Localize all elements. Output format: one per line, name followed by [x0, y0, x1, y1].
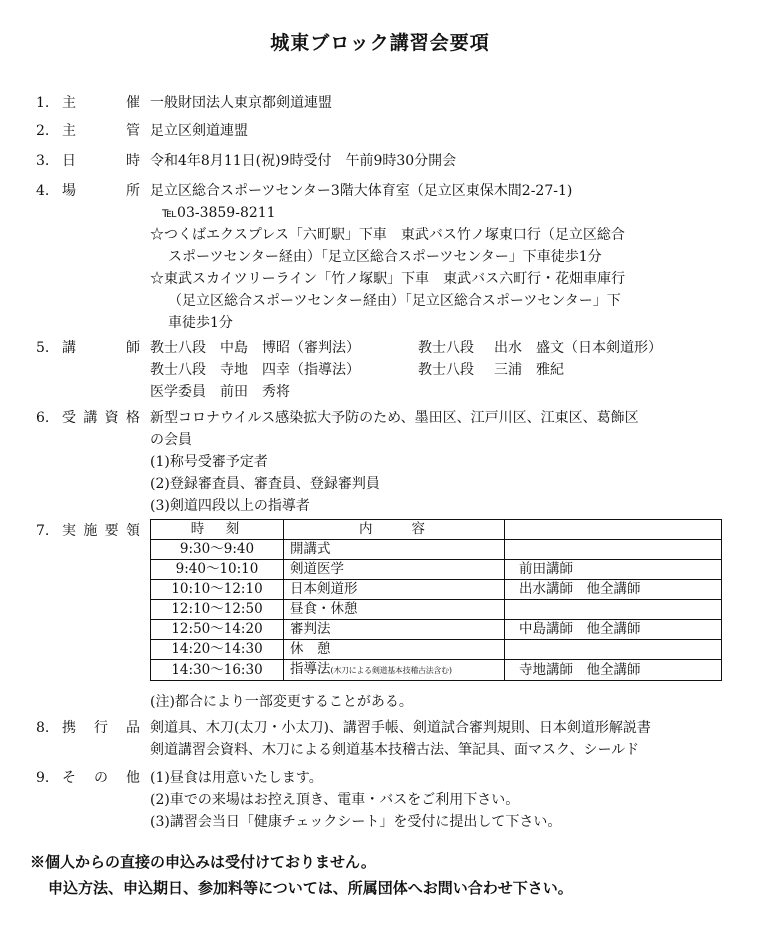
document-title: 城東ブロック講習会要項: [270, 32, 490, 54]
header-content: 内 容: [284, 520, 505, 540]
manager-text: 足立区剣道連盟: [150, 123, 248, 139]
section-label: 携 行 品: [62, 720, 140, 736]
venue-access-line: スポーツセンター経由）「足立区総合スポーツセンター」下車徒歩1分: [168, 249, 602, 265]
content-note: (木刀による剣道基本技稽古法含む): [330, 666, 452, 675]
table-row: 14:20〜14:30 休 憩: [151, 640, 722, 660]
header-time: 時 刻: [151, 520, 284, 540]
instructor-row: 教士八段 中島 博昭（審判法） 教士八段 出水 盛文（日本剣道形）: [150, 340, 662, 356]
eligibility-item: (1)称号受審予定者: [150, 454, 268, 470]
section-label: 日 時: [62, 153, 140, 169]
datetime-text: 令和4年8月11日(祝)9時受付 午前9時30分開会: [150, 153, 457, 169]
section-number: 6.: [36, 410, 50, 426]
footer-notice: ※個人からの直接の申込みは受付けておりません。: [30, 853, 376, 871]
instructor-row: 教士八段 寺地 四幸（指導法） 教士八段 三浦 雅紀: [150, 362, 564, 378]
section-label: 主 催: [62, 95, 140, 111]
eligibility-item: (2)登録審査員、審査員、登録審判員: [150, 476, 380, 492]
footer-contact: 申込方法、申込期日、参加料等については、所属団体へお問い合わせ下さい。: [48, 879, 573, 897]
instructor-row: 医学委員 前田 秀将: [150, 384, 290, 400]
table-row: 14:30〜16:30 指導法(木刀による剣道基本技稽古法含む) 寺地講師 他全講師: [151, 660, 722, 681]
section-label: そ の 他: [62, 770, 140, 786]
venue-access-line: ☆東武スカイツリーライン「竹ノ塚駅」下車 東武バス六町行・花畑車庫行: [150, 271, 626, 287]
header-teacher: [505, 520, 722, 540]
schedule-note: (注)都合により一部変更することがある。: [150, 694, 413, 710]
organizer-text: 一般財団法人東京都剣道連盟: [150, 95, 332, 111]
instructor-list: [150, 337, 662, 403]
section-number: 9.: [36, 770, 50, 786]
table-row: 10:10〜12:10 日本剣道形 出水講師 他全講師: [151, 580, 722, 600]
section-label: 受 講 資 格: [62, 410, 140, 426]
eligibility-text: 新型コロナウイルス感染拡大予防のため、墨田区、江戸川区、江東区、葛飾区 の会員 (1)称号受審予定者 (2)登録審査員、審査員、登録審判員 (3)剣道四段以上の指導者: [150, 407, 639, 517]
table-row: 12:10〜12:50 昼食・休憩: [151, 600, 722, 620]
table-row: 12:50〜14:20 審判法 中島講師 他全講師: [151, 620, 722, 640]
section-label: 実 施 要 領: [62, 523, 140, 539]
venue-text: [150, 180, 625, 334]
venue-access-line: 車徒歩1分: [168, 315, 233, 331]
section-number: 1.: [36, 95, 50, 111]
section-number: 4.: [36, 183, 50, 199]
eligibility-item: (3)剣道四段以上の指導者: [150, 498, 310, 514]
other-text: (1)昼食は用意いたします。 (2)車での来場はお控え頂き、電車・バスをご利用下さい。 (3)講習会当日「健康チェックシート」を受付に提出して下さい。: [150, 770, 562, 830]
venue-address: 足立区総合スポーツセンター3階大体育室（足立区東保木間2-27-1): [150, 183, 573, 199]
schedule-table: [150, 519, 722, 681]
table-row: 9:40〜10:10 剣道医学 前田講師: [151, 560, 722, 580]
section-label: 主 管: [62, 123, 140, 139]
section-number: 8.: [36, 720, 50, 736]
section-label: 場 所: [62, 183, 140, 199]
section-number: 7.: [36, 523, 50, 539]
section-number: 2.: [36, 123, 50, 139]
venue-access-line: （足立区総合スポーツセンター経由）「足立区総合スポーツセンター」下: [168, 293, 621, 309]
venue-access-line: ☆つくばエクスプレス「六町駅」下車 東武バス竹ノ塚東口行（足立区総合: [150, 227, 625, 243]
section-number: 3.: [36, 153, 50, 169]
section-number: 5.: [36, 340, 50, 356]
section-label: 講 師: [62, 340, 140, 356]
schedule-header-row: [151, 520, 722, 540]
table-row: 9:30〜9:40 開講式: [151, 540, 722, 560]
venue-phone: ℡03-3859-8211: [162, 205, 276, 221]
items-text: 剣道具、木刀(太刀・小太刀)、講習手帳、剣道試合審判規則、日本剣道形解説書 剣道講習会資料、木刀による剣道基本技稽古法、筆記具、面マスク、シールド: [150, 720, 651, 758]
